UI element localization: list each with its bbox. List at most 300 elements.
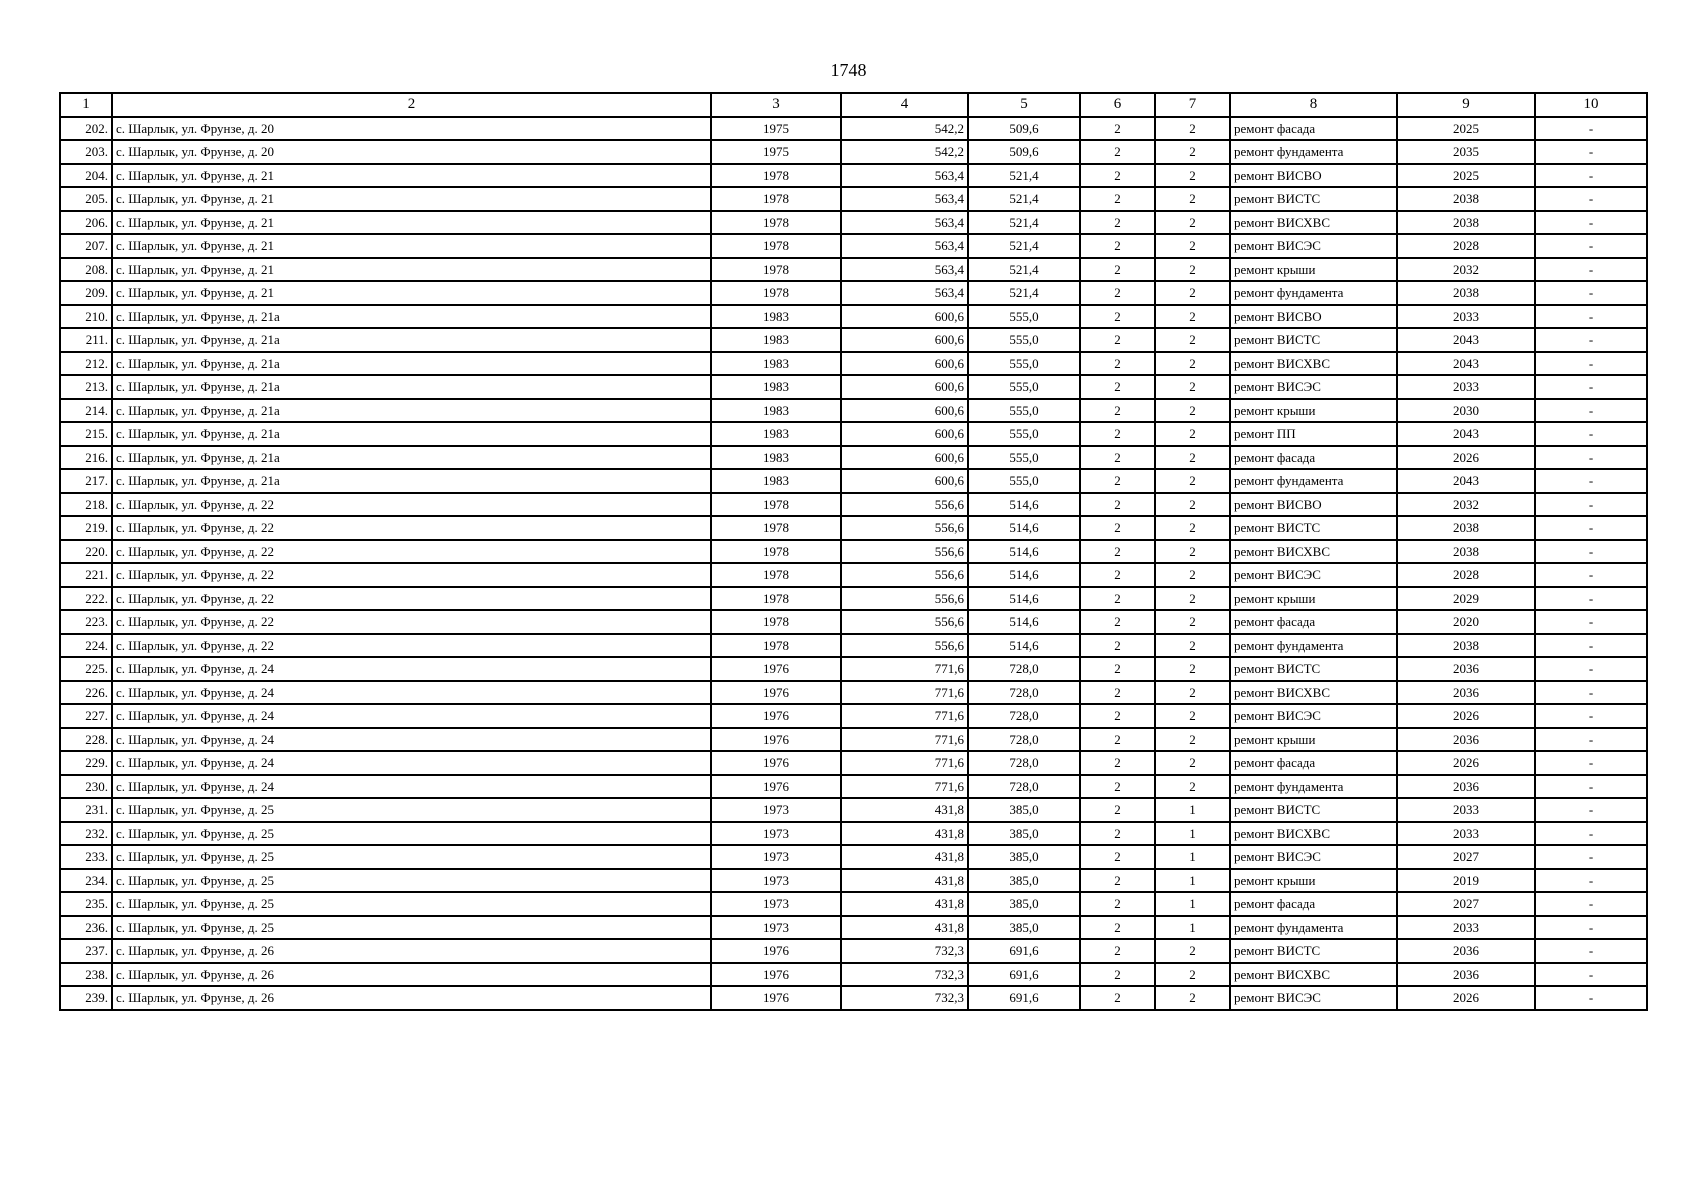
table-row [60,164,1647,188]
note-cell: - [1535,986,1647,1010]
column-header: 5 [968,93,1080,117]
living-area-cell: 385,0 [968,798,1080,822]
table-row [60,704,1647,728]
entrances-cell: 1 [1155,822,1230,846]
year-built-cell: 1976 [711,657,841,681]
row-number-cell: 212. [60,352,112,376]
year-built-cell: 1973 [711,869,841,893]
total-area-cell: 732,3 [841,963,968,987]
row-number-cell: 237. [60,939,112,963]
floors-cell: 2 [1080,305,1155,329]
table-row [60,822,1647,846]
total-area-cell: 600,6 [841,469,968,493]
living-area-cell: 728,0 [968,704,1080,728]
work-type-cell: ремонт ВИСВО [1230,164,1397,188]
floors-cell: 2 [1080,422,1155,446]
living-area-cell: 521,4 [968,281,1080,305]
column-header: 6 [1080,93,1155,117]
year-built-cell: 1973 [711,845,841,869]
column-header: 7 [1155,93,1230,117]
table-row [60,916,1647,940]
work-type-cell: ремонт крыши [1230,258,1397,282]
floors-cell: 2 [1080,352,1155,376]
work-type-cell: ремонт фасада [1230,610,1397,634]
row-number-cell: 207. [60,234,112,258]
floors-cell: 2 [1080,986,1155,1010]
living-area-cell: 691,6 [968,939,1080,963]
living-area-cell: 728,0 [968,775,1080,799]
note-cell: - [1535,563,1647,587]
row-number-cell: 230. [60,775,112,799]
living-area-cell: 521,4 [968,164,1080,188]
entrances-cell: 2 [1155,164,1230,188]
note-cell: - [1535,704,1647,728]
work-type-cell: ремонт ВИСТС [1230,657,1397,681]
address-cell: с. Шарлык, ул. Фрунзе, д. 21 [112,164,711,188]
year-built-cell: 1976 [711,963,841,987]
table-row [60,117,1647,141]
total-area-cell: 431,8 [841,892,968,916]
entrances-cell: 2 [1155,681,1230,705]
work-type-cell: ремонт ВИСТС [1230,187,1397,211]
work-type-cell: ремонт фасада [1230,751,1397,775]
row-number-cell: 204. [60,164,112,188]
work-type-cell: ремонт фасада [1230,892,1397,916]
entrances-cell: 2 [1155,281,1230,305]
address-cell: с. Шарлык, ул. Фрунзе, д. 21 [112,281,711,305]
address-cell: с. Шарлык, ул. Фрунзе, д. 21а [112,446,711,470]
planned-year-cell: 2032 [1397,493,1535,517]
address-cell: с. Шарлык, ул. Фрунзе, д. 22 [112,493,711,517]
year-built-cell: 1978 [711,164,841,188]
planned-year-cell: 2029 [1397,587,1535,611]
planned-year-cell: 2028 [1397,563,1535,587]
living-area-cell: 385,0 [968,845,1080,869]
table-row [60,281,1647,305]
row-number-cell: 224. [60,634,112,658]
floors-cell: 2 [1080,751,1155,775]
work-type-cell: ремонт ВИСВО [1230,305,1397,329]
table-row [60,422,1647,446]
planned-year-cell: 2036 [1397,939,1535,963]
total-area-cell: 556,6 [841,493,968,517]
table-row [60,211,1647,235]
year-built-cell: 1983 [711,375,841,399]
note-cell: - [1535,352,1647,376]
note-cell: - [1535,822,1647,846]
planned-year-cell: 2043 [1397,469,1535,493]
entrances-cell: 2 [1155,986,1230,1010]
year-built-cell: 1983 [711,422,841,446]
note-cell: - [1535,869,1647,893]
floors-cell: 2 [1080,234,1155,258]
planned-year-cell: 2025 [1397,117,1535,141]
table-row [60,751,1647,775]
floors-cell: 2 [1080,775,1155,799]
address-cell: с. Шарлык, ул. Фрунзе, д. 21а [112,469,711,493]
planned-year-cell: 2036 [1397,657,1535,681]
address-cell: с. Шарлык, ул. Фрунзе, д. 25 [112,822,711,846]
work-type-cell: ремонт ВИСХВС [1230,352,1397,376]
entrances-cell: 2 [1155,728,1230,752]
work-type-cell: ремонт крыши [1230,587,1397,611]
year-built-cell: 1976 [711,986,841,1010]
table-row [60,446,1647,470]
total-area-cell: 771,6 [841,728,968,752]
living-area-cell: 728,0 [968,751,1080,775]
total-area-cell: 556,6 [841,587,968,611]
address-cell: с. Шарлык, ул. Фрунзе, д. 24 [112,751,711,775]
living-area-cell: 728,0 [968,681,1080,705]
work-type-cell: ремонт фасада [1230,446,1397,470]
planned-year-cell: 2036 [1397,681,1535,705]
total-area-cell: 732,3 [841,986,968,1010]
living-area-cell: 691,6 [968,963,1080,987]
planned-year-cell: 2033 [1397,305,1535,329]
living-area-cell: 509,6 [968,117,1080,141]
address-cell: с. Шарлык, ул. Фрунзе, д. 24 [112,704,711,728]
work-type-cell: ремонт фундамента [1230,281,1397,305]
work-type-cell: ремонт ВИСТС [1230,516,1397,540]
entrances-cell: 2 [1155,775,1230,799]
table-body [60,117,1647,1010]
row-number-cell: 210. [60,305,112,329]
floors-cell: 2 [1080,704,1155,728]
address-cell: с. Шарлык, ул. Фрунзе, д. 26 [112,986,711,1010]
floors-cell: 2 [1080,540,1155,564]
column-header: 8 [1230,93,1397,117]
year-built-cell: 1978 [711,234,841,258]
year-built-cell: 1973 [711,798,841,822]
row-number-cell: 208. [60,258,112,282]
address-cell: с. Шарлык, ул. Фрунзе, д. 21а [112,375,711,399]
year-built-cell: 1983 [711,446,841,470]
page-number: 1748 [830,60,867,80]
entrances-cell: 2 [1155,234,1230,258]
entrances-cell: 2 [1155,963,1230,987]
work-type-cell: ремонт фасада [1230,117,1397,141]
note-cell: - [1535,540,1647,564]
total-area-cell: 600,6 [841,446,968,470]
living-area-cell: 555,0 [968,422,1080,446]
column-header: 2 [112,93,711,117]
entrances-cell: 2 [1155,422,1230,446]
floors-cell: 2 [1080,939,1155,963]
planned-year-cell: 2027 [1397,845,1535,869]
table-row [60,657,1647,681]
table-row [60,540,1647,564]
entrances-cell: 2 [1155,328,1230,352]
row-number-cell: 222. [60,587,112,611]
entrances-cell: 2 [1155,634,1230,658]
living-area-cell: 555,0 [968,328,1080,352]
row-number-cell: 216. [60,446,112,470]
table-row [60,681,1647,705]
table-row [60,375,1647,399]
work-type-cell: ремонт ВИСЭС [1230,845,1397,869]
table-row [60,775,1647,799]
address-cell: с. Шарлык, ул. Фрунзе, д. 24 [112,728,711,752]
work-type-cell: ремонт ВИСЭС [1230,704,1397,728]
living-area-cell: 385,0 [968,892,1080,916]
repair-schedule-table [59,92,1648,1011]
floors-cell: 2 [1080,117,1155,141]
year-built-cell: 1973 [711,892,841,916]
note-cell: - [1535,634,1647,658]
address-cell: с. Шарлык, ул. Фрунзе, д. 24 [112,657,711,681]
note-cell: - [1535,657,1647,681]
total-area-cell: 563,4 [841,258,968,282]
row-number-cell: 225. [60,657,112,681]
column-header: 3 [711,93,841,117]
total-area-cell: 771,6 [841,657,968,681]
entrances-cell: 2 [1155,352,1230,376]
planned-year-cell: 2038 [1397,634,1535,658]
row-number-cell: 213. [60,375,112,399]
table-row [60,728,1647,752]
year-built-cell: 1978 [711,493,841,517]
planned-year-cell: 2036 [1397,728,1535,752]
note-cell: - [1535,728,1647,752]
address-cell: с. Шарлык, ул. Фрунзе, д. 25 [112,892,711,916]
address-cell: с. Шарлык, ул. Фрунзе, д. 21 [112,187,711,211]
total-area-cell: 556,6 [841,516,968,540]
year-built-cell: 1983 [711,352,841,376]
floors-cell: 2 [1080,563,1155,587]
note-cell: - [1535,234,1647,258]
note-cell: - [1535,775,1647,799]
floors-cell: 2 [1080,845,1155,869]
address-cell: с. Шарлык, ул. Фрунзе, д. 25 [112,845,711,869]
work-type-cell: ремонт ВИСТС [1230,939,1397,963]
entrances-cell: 2 [1155,493,1230,517]
year-built-cell: 1976 [711,751,841,775]
table-row [60,493,1647,517]
work-type-cell: ремонт ПП [1230,422,1397,446]
planned-year-cell: 2038 [1397,540,1535,564]
row-number-cell: 238. [60,963,112,987]
table-row [60,305,1647,329]
living-area-cell: 514,6 [968,610,1080,634]
year-built-cell: 1983 [711,328,841,352]
year-built-cell: 1975 [711,117,841,141]
year-built-cell: 1983 [711,469,841,493]
row-number-cell: 219. [60,516,112,540]
row-number-cell: 228. [60,728,112,752]
address-cell: с. Шарлык, ул. Фрунзе, д. 22 [112,610,711,634]
table-row [60,963,1647,987]
floors-cell: 2 [1080,493,1155,517]
address-cell: с. Шарлык, ул. Фрунзе, д. 20 [112,140,711,164]
year-built-cell: 1978 [711,187,841,211]
work-type-cell: ремонт ВИСХВС [1230,963,1397,987]
column-number-row [60,93,1647,117]
total-area-cell: 771,6 [841,681,968,705]
row-number-cell: 203. [60,140,112,164]
entrances-cell: 2 [1155,657,1230,681]
living-area-cell: 514,6 [968,563,1080,587]
table-row [60,587,1647,611]
total-area-cell: 600,6 [841,375,968,399]
address-cell: с. Шарлык, ул. Фрунзе, д. 22 [112,540,711,564]
year-built-cell: 1978 [711,587,841,611]
work-type-cell: ремонт ВИСЭС [1230,986,1397,1010]
entrances-cell: 2 [1155,610,1230,634]
total-area-cell: 600,6 [841,399,968,423]
note-cell: - [1535,305,1647,329]
planned-year-cell: 2033 [1397,822,1535,846]
floors-cell: 2 [1080,328,1155,352]
planned-year-cell: 2043 [1397,352,1535,376]
planned-year-cell: 2036 [1397,775,1535,799]
row-number-cell: 234. [60,869,112,893]
total-area-cell: 771,6 [841,775,968,799]
total-area-cell: 771,6 [841,704,968,728]
planned-year-cell: 2038 [1397,187,1535,211]
work-type-cell: ремонт фундамента [1230,634,1397,658]
total-area-cell: 563,4 [841,234,968,258]
work-type-cell: ремонт ВИСЭС [1230,563,1397,587]
year-built-cell: 1976 [711,939,841,963]
year-built-cell: 1978 [711,634,841,658]
planned-year-cell: 2033 [1397,375,1535,399]
entrances-cell: 2 [1155,563,1230,587]
floors-cell: 2 [1080,822,1155,846]
note-cell: - [1535,164,1647,188]
table-row [60,399,1647,423]
table-row [60,869,1647,893]
work-type-cell: ремонт крыши [1230,399,1397,423]
work-type-cell: ремонт ВИСХВС [1230,822,1397,846]
year-built-cell: 1978 [711,281,841,305]
table-row [60,352,1647,376]
entrances-cell: 1 [1155,916,1230,940]
work-type-cell: ремонт крыши [1230,728,1397,752]
table-row [60,610,1647,634]
floors-cell: 2 [1080,587,1155,611]
row-number-cell: 214. [60,399,112,423]
address-cell: с. Шарлык, ул. Фрунзе, д. 21 [112,234,711,258]
row-number-cell: 211. [60,328,112,352]
entrances-cell: 1 [1155,845,1230,869]
entrances-cell: 2 [1155,587,1230,611]
planned-year-cell: 2026 [1397,751,1535,775]
floors-cell: 2 [1080,516,1155,540]
note-cell: - [1535,446,1647,470]
table-row [60,986,1647,1010]
work-type-cell: ремонт ВИСВО [1230,493,1397,517]
note-cell: - [1535,610,1647,634]
total-area-cell: 563,4 [841,164,968,188]
living-area-cell: 385,0 [968,869,1080,893]
row-number-cell: 235. [60,892,112,916]
note-cell: - [1535,469,1647,493]
total-area-cell: 431,8 [841,798,968,822]
work-type-cell: ремонт ВИСТС [1230,328,1397,352]
row-number-cell: 217. [60,469,112,493]
year-built-cell: 1975 [711,140,841,164]
total-area-cell: 431,8 [841,916,968,940]
floors-cell: 2 [1080,281,1155,305]
year-built-cell: 1976 [711,775,841,799]
year-built-cell: 1976 [711,704,841,728]
column-header: 1 [60,93,112,117]
planned-year-cell: 2043 [1397,422,1535,446]
table-row [60,939,1647,963]
address-cell: с. Шарлык, ул. Фрунзе, д. 21а [112,305,711,329]
address-cell: с. Шарлык, ул. Фрунзе, д. 21 [112,211,711,235]
note-cell: - [1535,281,1647,305]
living-area-cell: 555,0 [968,446,1080,470]
entrances-cell: 2 [1155,516,1230,540]
living-area-cell: 555,0 [968,375,1080,399]
row-number-cell: 236. [60,916,112,940]
address-cell: с. Шарлык, ул. Фрунзе, д. 25 [112,916,711,940]
note-cell: - [1535,493,1647,517]
work-type-cell: ремонт ВИСХВС [1230,211,1397,235]
work-type-cell: ремонт фундамента [1230,140,1397,164]
total-area-cell: 600,6 [841,422,968,446]
floors-cell: 2 [1080,446,1155,470]
planned-year-cell: 2020 [1397,610,1535,634]
planned-year-cell: 2043 [1397,328,1535,352]
total-area-cell: 431,8 [841,822,968,846]
note-cell: - [1535,516,1647,540]
row-number-cell: 232. [60,822,112,846]
total-area-cell: 556,6 [841,540,968,564]
row-number-cell: 218. [60,493,112,517]
living-area-cell: 514,6 [968,587,1080,611]
planned-year-cell: 2030 [1397,399,1535,423]
living-area-cell: 728,0 [968,657,1080,681]
address-cell: с. Шарлык, ул. Фрунзе, д. 24 [112,775,711,799]
living-area-cell: 691,6 [968,986,1080,1010]
year-built-cell: 1978 [711,540,841,564]
table-row [60,187,1647,211]
table-row [60,563,1647,587]
year-built-cell: 1976 [711,728,841,752]
living-area-cell: 555,0 [968,305,1080,329]
table-row [60,798,1647,822]
row-number-cell: 231. [60,798,112,822]
table-row [60,516,1647,540]
year-built-cell: 1978 [711,610,841,634]
year-built-cell: 1978 [711,211,841,235]
table-row [60,258,1647,282]
floors-cell: 2 [1080,657,1155,681]
planned-year-cell: 2019 [1397,869,1535,893]
year-built-cell: 1978 [711,563,841,587]
total-area-cell: 563,4 [841,281,968,305]
floors-cell: 2 [1080,375,1155,399]
floors-cell: 2 [1080,164,1155,188]
planned-year-cell: 2026 [1397,446,1535,470]
living-area-cell: 555,0 [968,352,1080,376]
work-type-cell: ремонт фундамента [1230,469,1397,493]
work-type-cell: ремонт фундамента [1230,916,1397,940]
total-area-cell: 600,6 [841,328,968,352]
year-built-cell: 1973 [711,916,841,940]
planned-year-cell: 2038 [1397,211,1535,235]
living-area-cell: 555,0 [968,399,1080,423]
work-type-cell: ремонт ВИСТС [1230,798,1397,822]
note-cell: - [1535,258,1647,282]
year-built-cell: 1973 [711,822,841,846]
entrances-cell: 2 [1155,140,1230,164]
planned-year-cell: 2025 [1397,164,1535,188]
address-cell: с. Шарлык, ул. Фрунзе, д. 25 [112,798,711,822]
year-built-cell: 1983 [711,399,841,423]
